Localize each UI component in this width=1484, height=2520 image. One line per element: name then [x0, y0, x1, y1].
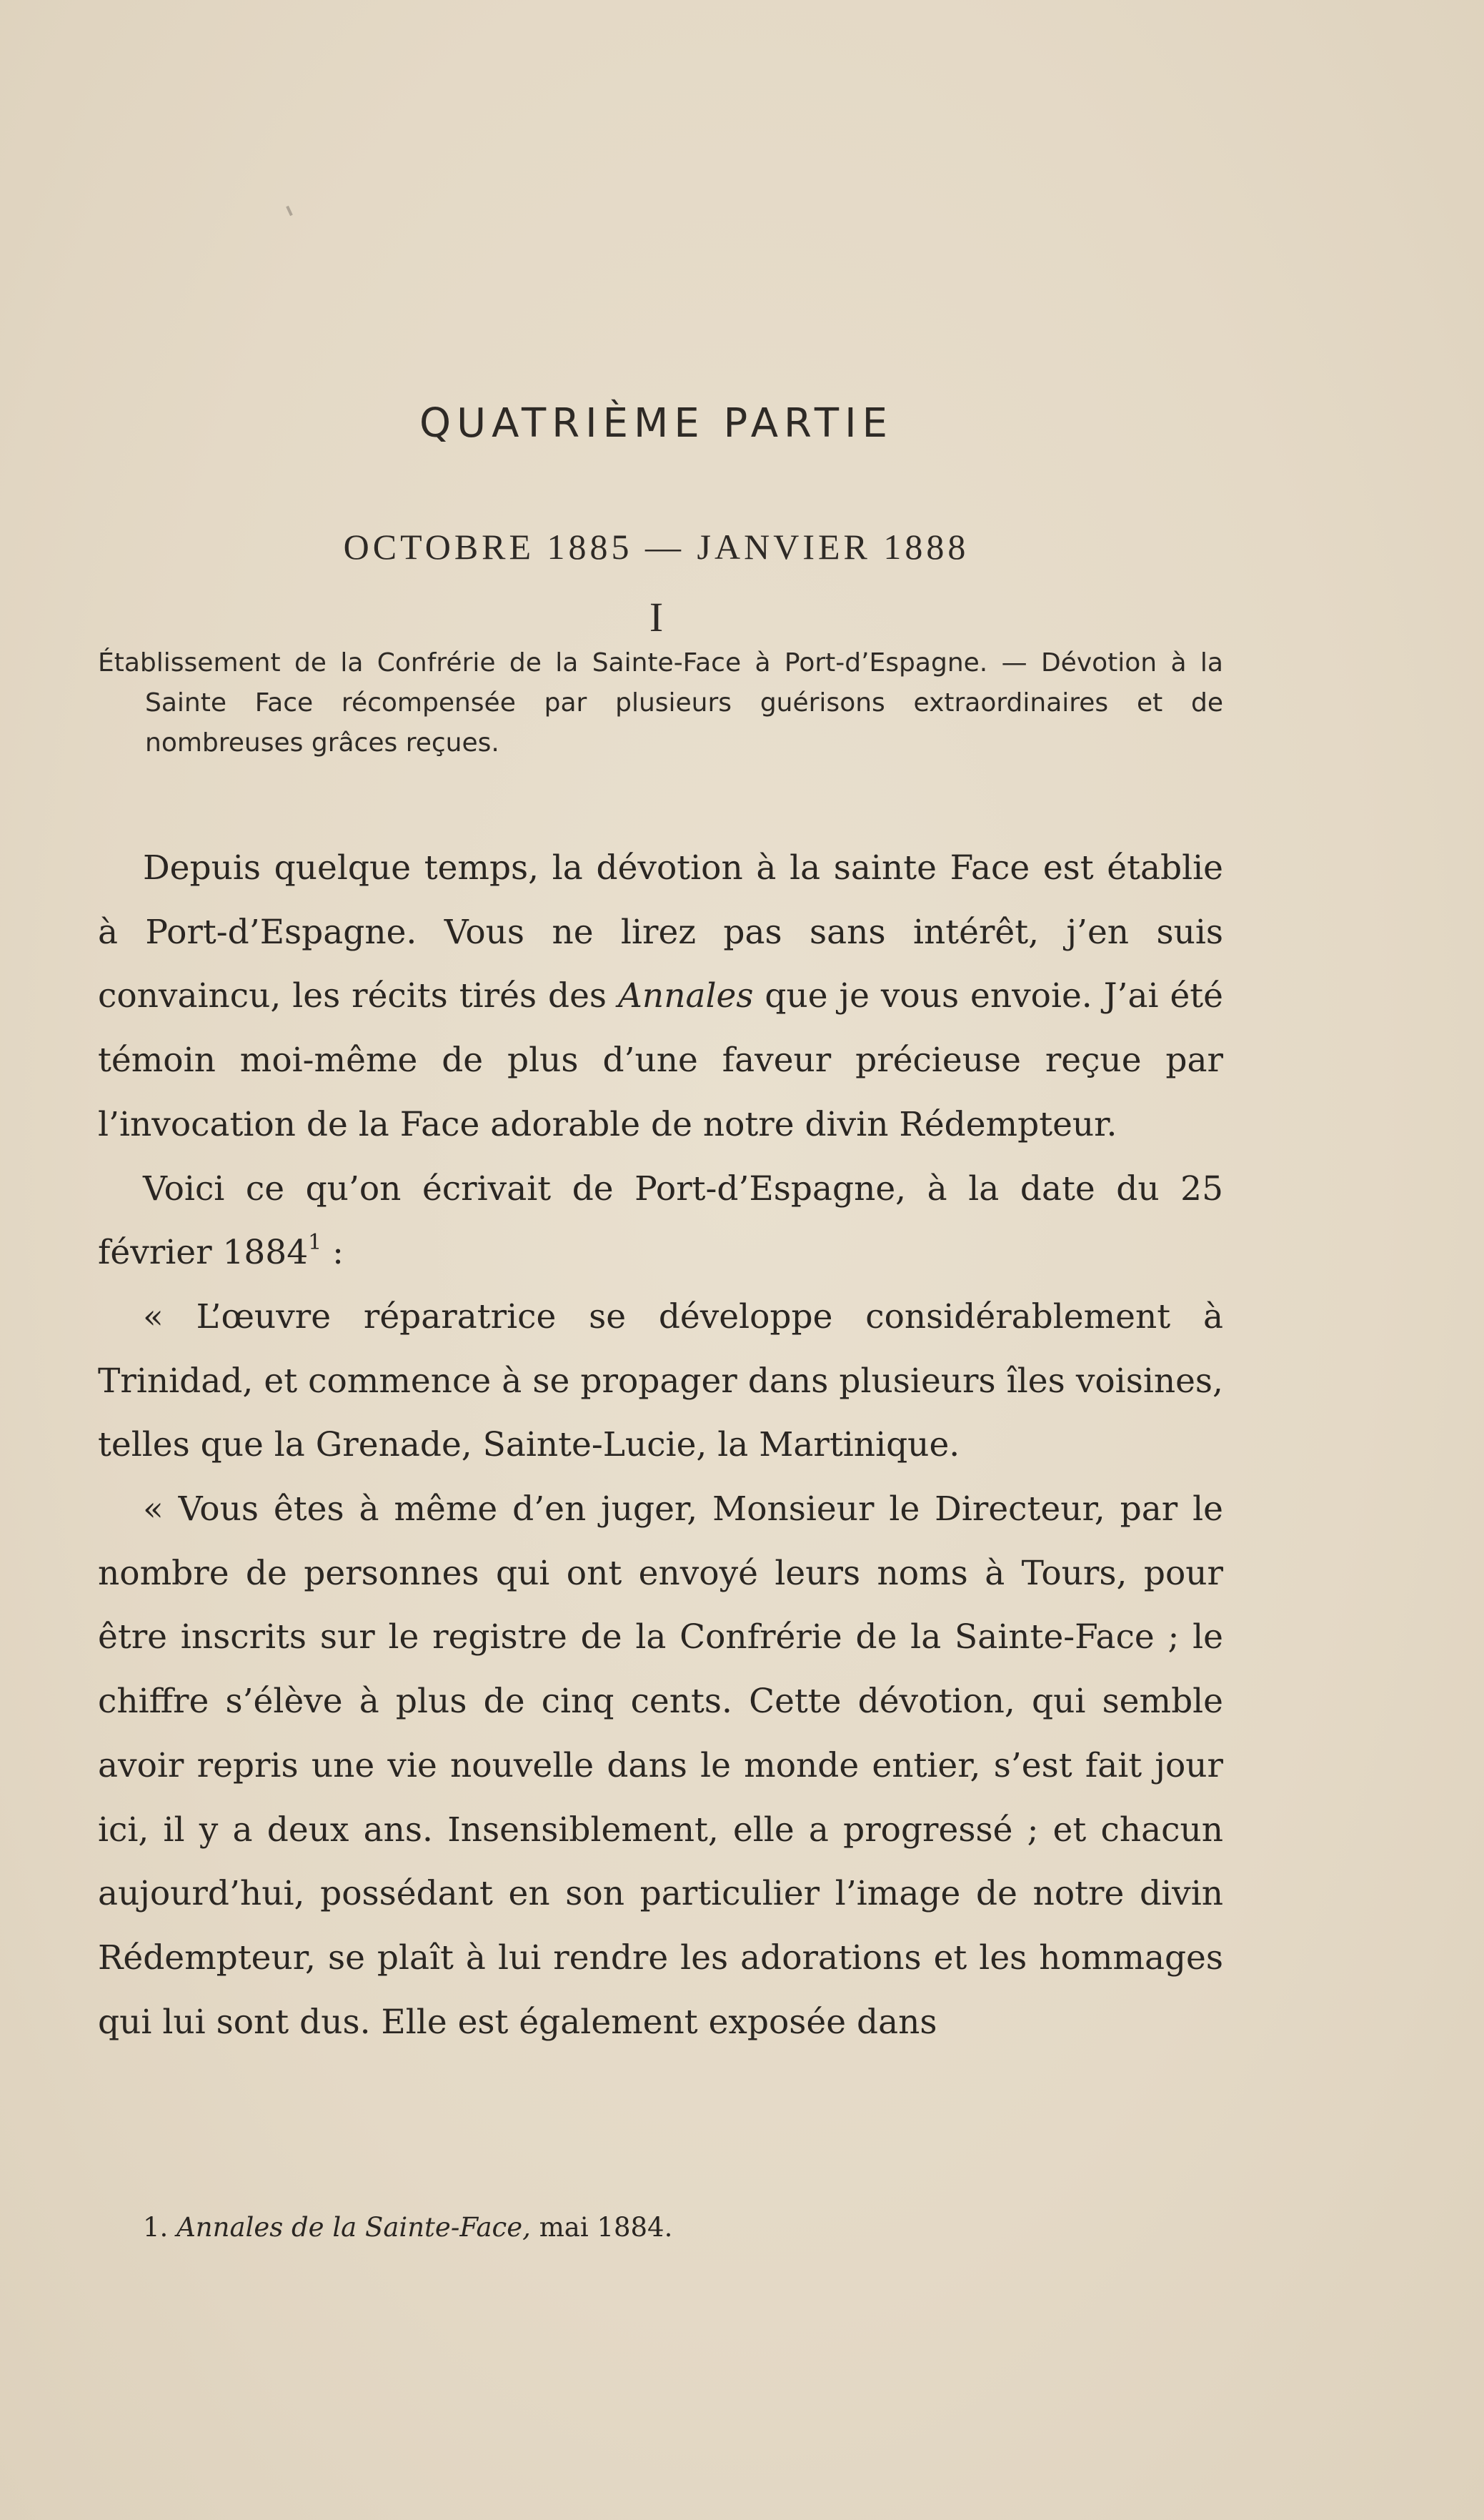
paragraph-1-before: Depuis quelque temps, la dévotion à la sainte Face est établie à Port-d’Espagne. Vous ne lirez pas sans intérêt, j’en suis convaincu, les récits tirés des [98, 848, 1223, 1016]
chapter-summary [98, 643, 1223, 763]
footnote-italic: Annales de la Sainte-Face, [176, 2212, 531, 2243]
footnote-after: mai 1884. [530, 2212, 673, 2243]
stray-mark [286, 206, 293, 216]
footnote-ref: 1 [308, 1229, 322, 1255]
part-title: QUATRIÈME PARTIE [419, 400, 893, 447]
paragraph-2-after: : [322, 1233, 344, 1273]
summary-text: Établissement de la Confrérie de la Sainte-Face à Port-d’Espagne. — Dévotion à la Sainte Face récompensée par plusieurs guérisons extraordinaires et de nombreuses grâces reçues. [98, 648, 1223, 758]
footnote [143, 2208, 1215, 2247]
paragraph-1-italic: Annales [617, 976, 754, 1016]
paragraph-3: « L’œuvre réparatrice se développe considérablement à Trinidad, et commence à se propager dans plusieurs îles voisines, telles que la Grenade, Sainte-Lucie, la Martinique. [98, 1296, 1223, 1465]
date-range: OCTOBRE 1885 — JANVIER 1888 [343, 527, 970, 567]
paragraph-2-before: Voici ce qu’on écrivait de Port-d’Espagne, à la date du 25 février 1884 [98, 1169, 1223, 1273]
paragraph-4: « Vous êtes à même d’en juger, Monsieur le Directeur, par le nombre de personnes qui ont envoyé leurs noms à Tours, pour être inscrits sur le registre de la Confrérie de la Sainte-Face ; le chiffre s’élève à plus de cinq cents. Cette dévotion, qui semble avoir repris une vie nouvelle dans le monde entier, s’est fait jour ici, il y a deux ans. Insensiblement, elle a progressé ; et chacun aujourd’hui, possédant en son particulier l’image de notre divin Rédempteur, se plaît à lui rendre les adorations et les hommages qui lui sont dus. Elle est également exposée dans [98, 1489, 1223, 2042]
body-text [98, 836, 1223, 2054]
paragraph-2 [98, 1157, 1223, 1285]
paragraph-1-after: que je vous envoie. J’ai été témoin moi-même de plus d’une faveur précieuse reçue par l’invocation de la Face adorable de notre divin Rédempteur. [98, 976, 1223, 1144]
paragraph-1 [98, 836, 1223, 1157]
chapter-number: I [649, 594, 664, 640]
footnote-number: 1. [143, 2212, 169, 2243]
